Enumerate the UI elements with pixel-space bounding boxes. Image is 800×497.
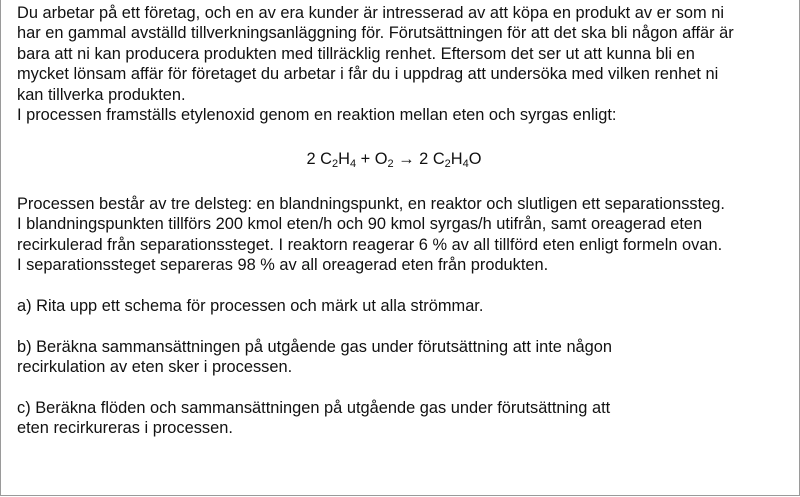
intro-line: bara att ni kan producera produkten med tillräcklig renhet. Eftersom det ser ut att kunna bli en	[17, 44, 695, 63]
spacer	[17, 275, 789, 295]
intro-line: mycket lönsam affär för företaget du arbetar i får du i uppdrag att undersöka med vilken renhet ni	[17, 65, 719, 84]
question-c	[17, 398, 789, 439]
equation-subscript: 4	[349, 158, 357, 171]
question-b	[17, 337, 789, 378]
question-b-line: recirkulation av eten sker i processen.	[17, 358, 293, 377]
equation-part: + O	[356, 150, 388, 169]
process-line: I separationssteget separeras 98 % av all oreagerad eten från produkten.	[17, 256, 549, 275]
intro-line: Du arbetar på ett företag, och en av era kunder är intresserad av att köpa en produkt av er som ni	[17, 4, 725, 22]
equation-subscript: 2	[332, 158, 339, 171]
equation-subscript: 4	[462, 158, 469, 171]
equation-subscript: 2	[444, 158, 451, 171]
equation-subscript: 2	[387, 158, 394, 171]
equation-part: O	[468, 150, 482, 169]
equation-part: 2 C	[306, 150, 332, 169]
reaction-equation	[17, 149, 789, 169]
document-body	[17, 3, 789, 439]
equation-part: H	[450, 150, 463, 169]
question-c-line: c) Beräkna flöden och sammansättningen på utgående gas under förutsättning att	[17, 398, 611, 417]
process-line: I blandningspunkten tillförs 200 kmol eten/h och 90 kmol syrgas/h utifrån, samt oreagerad eten	[17, 215, 703, 234]
question-a-line: a) Rita upp ett schema för processen och märk ut alla strömmar.	[17, 296, 484, 315]
process-paragraph	[17, 194, 789, 276]
equation-arrow: → 2 C	[393, 150, 445, 169]
intro-line: har en gammal avställd tillverkningsanläggning för. Förutsättningen för att det ska bli någon affär är	[17, 24, 734, 43]
equation-part: H	[338, 150, 350, 169]
intro-line: kan tillverka produkten.	[17, 85, 186, 104]
process-line: recirkulerad från separationssteget. I reaktorn reagerar 6 % av all tillförd eten enligt formeln ovan.	[17, 235, 723, 254]
intro-paragraph	[17, 3, 789, 125]
spacer	[17, 377, 789, 397]
question-b-line: b) Beräkna sammansättningen på utgående gas under förutsättning att inte någon	[17, 337, 613, 356]
intro-line: I processen framställs etylenoxid genom en reaktion mellan eten och syrgas enligt:	[17, 106, 617, 125]
process-line: Processen består av tre delsteg: en blandningspunkt, en reaktor och slutligen ett separationssteg.	[17, 194, 725, 213]
spacer	[17, 316, 789, 336]
question-a	[17, 296, 789, 316]
question-c-line: eten recirkureras i processen.	[17, 419, 233, 438]
